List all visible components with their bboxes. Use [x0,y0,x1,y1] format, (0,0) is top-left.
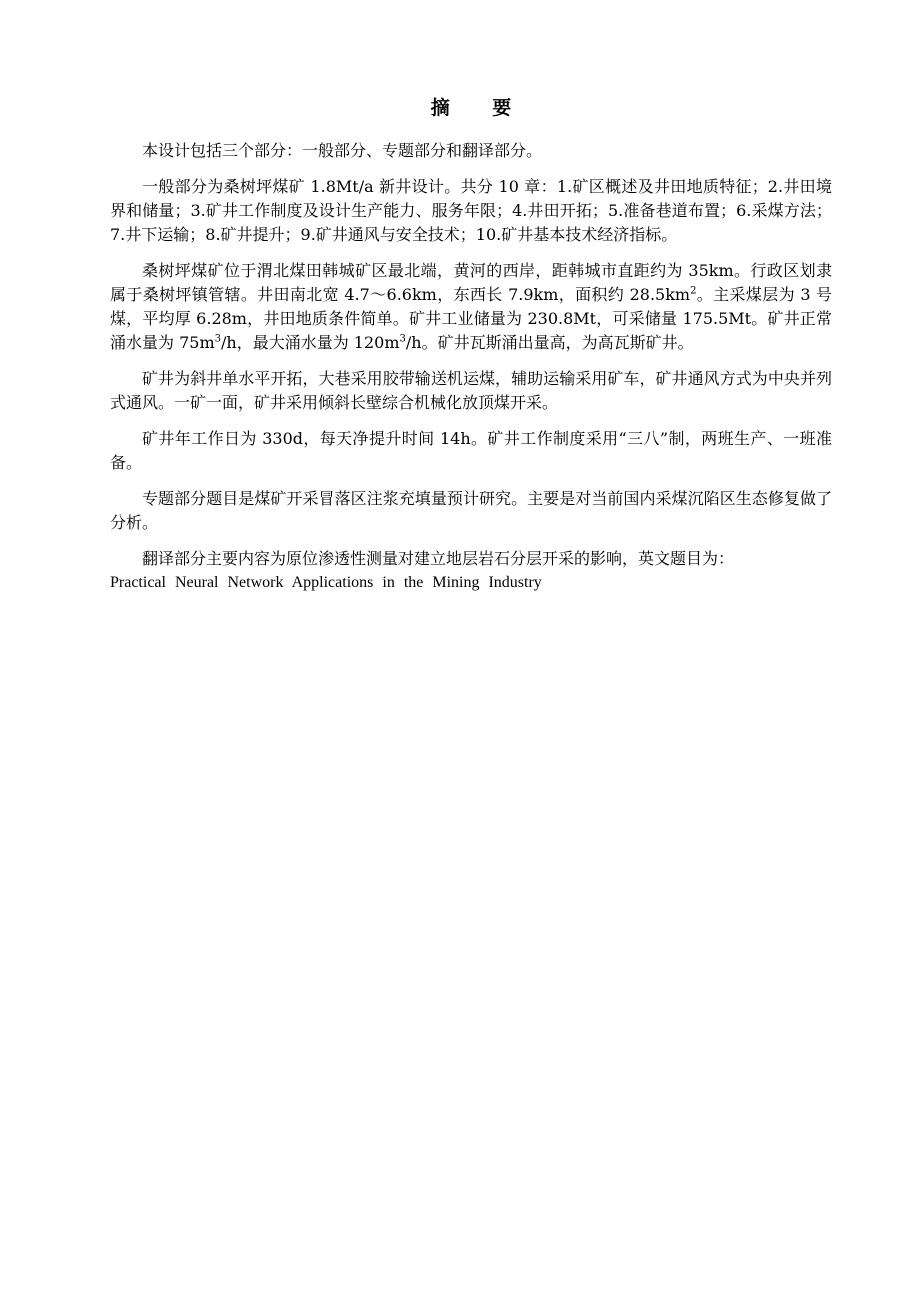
superscript-volume-2: 3 [399,333,406,345]
location-text-4: /h。矿井瓦斯涌出量高，为高瓦斯矿井。 [405,333,694,352]
paragraph-overview: 本设计包括三个部分：一般部分、专题部分和翻译部分。 [142,141,543,160]
location-text-1: 桑树坪煤矿位于渭北煤田韩城矿区最北端，黄河的西岸，距韩城市直距约为 35km。行政区划隶属于桑树坪镇管辖。井田南北宽 4.7～6.6km，东西长 7.9km，面积约 28.5km [110,261,832,304]
paragraph-special-topic: 专题部分题目是煤矿开采冒落区注浆充填量预计研究。主要是对当前国内采煤沉陷区生态修复做了分析。 [110,489,832,532]
superscript-volume-1: 3 [214,333,221,345]
location-text-2: 。主采煤层为 3 号煤，平均厚 6.28m，井田地质条件简单。矿井工业储量为 230.8Mt，可采储量 175.5Mt。矿井正常涌水量为 75m [110,285,832,352]
location-text-3: /h，最大涌水量为 120m [221,333,400,352]
paragraph-work-system: 矿井年工作日为 330d，每天净提升时间 14h。矿井工作制度采用“三八”制，两班生产、一班准备。 [110,429,832,472]
paragraph-mine-location [110,259,832,355]
abstract-title: 摘 要 [430,97,530,119]
paragraph-translation: 翻译部分主要内容为原位渗透性测量对建立地层岩石分层开采的影响，英文题目为： [142,549,735,568]
abstract-section [110,95,832,595]
superscript-area: 2 [690,285,697,297]
english-title: Practical Neural Network Applications in the Mining Industry [110,574,542,591]
paragraph-general-part: 一般部分为桑树坪煤矿 1.8Mt/a 新井设计。共分 10 章：1.矿区概述及井田地质特征；2.井田境界和储量；3.矿井工作制度及设计生产能力、服务年限；4.井田开拓；5.准备巷道布置；6.采煤方法；7.井下运输；8.矿井提升；9.矿井通风与安全技术；10.矿井基本技术经济指标。 [110,177,832,244]
paragraph-development: 矿井为斜井单水平开拓，大巷采用胶带输送机运煤，辅助运输采用矿车，矿井通风方式为中央并列式通风。一矿一面，矿井采用倾斜长壁综合机械化放顶煤开采。 [110,369,832,412]
